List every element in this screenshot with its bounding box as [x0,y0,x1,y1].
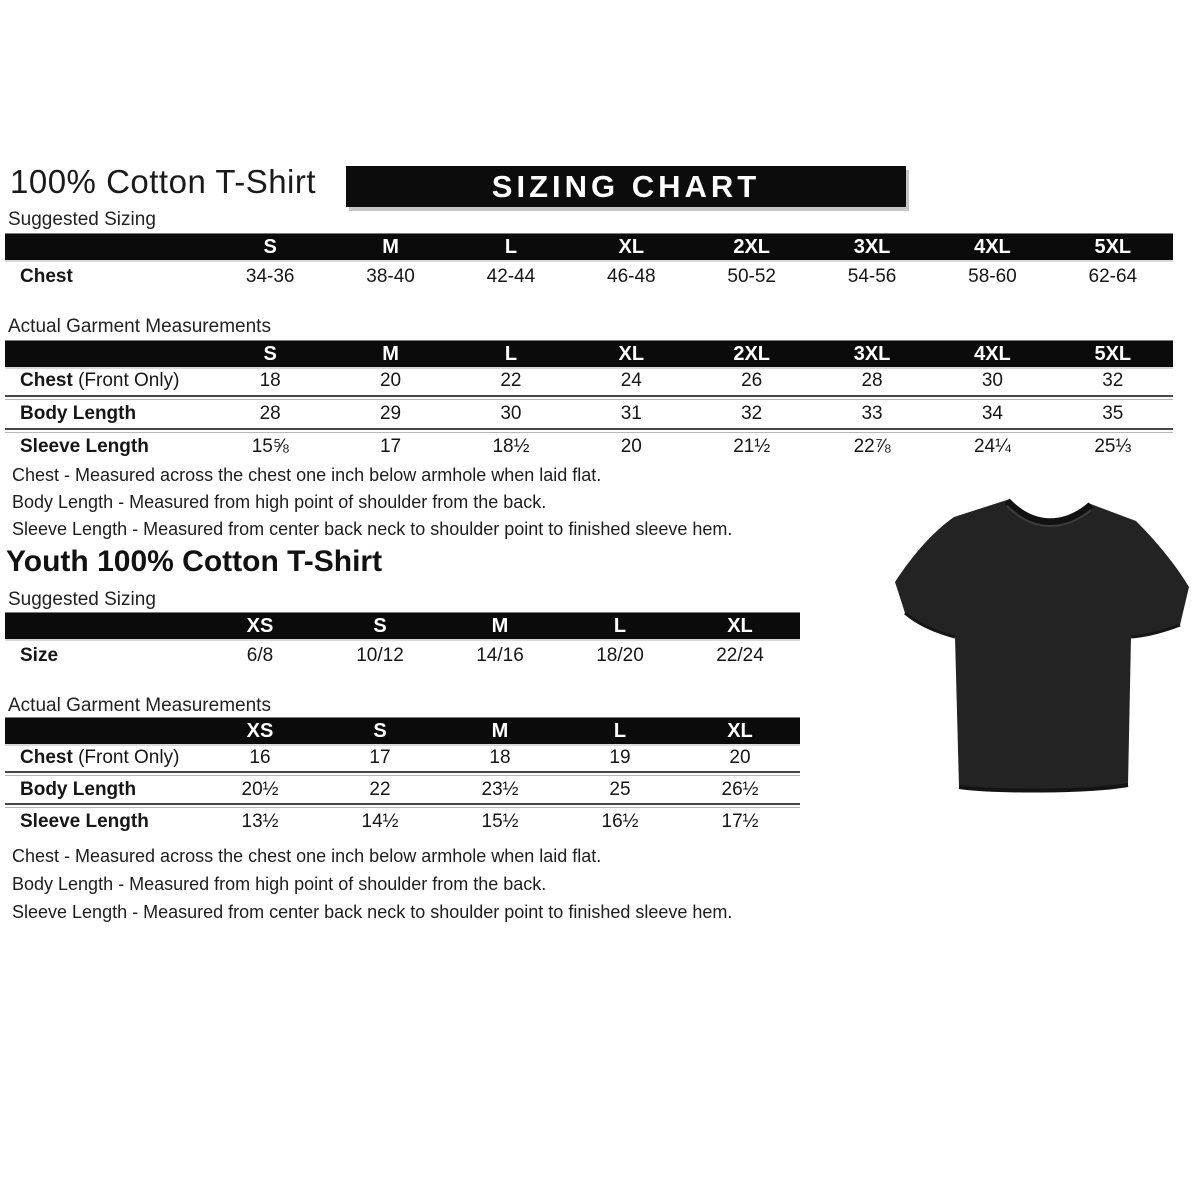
note-body-length: Body Length - Measured from high point of shoulder from the back. [12,492,547,512]
youth-actual-measurements-label: Actual Garment Measurements [8,695,271,716]
note-sleeve-length: Sleeve Length - Measured from center back neck to shoulder point to finished sleeve hem. [12,902,733,922]
cell: 22 [500,370,522,391]
table-row-chest [5,260,1173,293]
row-label: Chest [20,265,73,287]
table-row-sleeve-length [5,808,800,835]
cell: 23½ [481,778,519,800]
row-label: Sleeve Length [20,436,149,457]
col-header: M [491,719,509,742]
col-header: 4XL [974,342,1011,365]
cell: 38-40 [366,265,415,287]
row-label-suffix: (Front Only) [72,370,180,391]
col-header: S [373,614,387,637]
col-header: L [613,719,627,742]
cell: 6/8 [246,644,274,666]
cell: 17 [369,746,391,768]
col-header: XL [727,719,753,742]
cell: 28 [861,370,883,391]
cell: 25⅓ [1094,436,1132,457]
cell: 30 [981,370,1003,391]
cell: 32 [741,403,763,424]
row-label: Size [20,644,59,666]
youth-suggested-sizing-label: Suggested Sizing [8,589,156,610]
cell: 62-64 [1088,265,1138,287]
row-label-main: Chest [20,370,73,391]
cell: 17½ [721,810,759,832]
youth-suggested-sizing-table [5,612,800,672]
row-label-suffix: (Front Only) [72,746,180,768]
cell: 26 [741,370,763,391]
cell: 21½ [733,436,771,457]
table-row-size [5,639,800,672]
col-header: 3XL [853,342,891,365]
row-label: Body Length [20,778,137,800]
row-label [5,370,210,392]
adult-actual-measurements-label: Actual Garment Measurements [8,316,271,337]
cell: 42-44 [486,265,536,287]
col-header: 3XL [853,235,891,258]
col-header: S [373,719,387,742]
cell: 15½ [481,810,519,832]
col-header: S [263,235,277,258]
row-label [5,747,200,769]
cell: 14½ [361,810,399,832]
youth-actual-header-row [5,717,800,744]
cell: 15⅝ [251,436,289,457]
cell: 25 [609,778,631,800]
row-label-main: Chest [20,746,73,768]
col-header: M [382,342,399,365]
cell: 17 [379,436,402,457]
row-label: Body Length [20,403,137,424]
col-header: M [382,235,399,258]
col-header: 2XL [733,235,771,258]
page-title: 100% Cotton T-Shirt [10,163,317,200]
cell: 20½ [241,778,279,800]
adult-suggested-sizing-table [5,233,1173,293]
table-row-chest [5,744,800,771]
table-row-sleeve-length [5,433,1173,461]
col-header: 2XL [733,342,771,365]
youth-measurement-notes [12,842,732,926]
cell: 58-60 [968,265,1017,287]
cell: 32 [1102,370,1124,391]
cell: 33 [861,403,883,424]
youth-actual-measurements-table [5,717,800,835]
table-row-chest [5,367,1173,395]
cell: 20 [620,436,642,457]
cell: 29 [379,403,402,424]
col-header: 5XL [1094,235,1132,258]
cell: 35 [1102,403,1124,424]
col-header: 5XL [1094,342,1132,365]
col-header: L [504,342,518,365]
adult-suggested-sizing-label: Suggested Sizing [8,209,156,230]
cell: 22/24 [716,644,764,666]
table-row-body-length [5,400,1173,428]
adult-suggested-header-row [5,233,1173,260]
cell: 20 [379,370,402,391]
cell: 54-56 [847,265,897,287]
col-header: L [504,235,518,258]
note-sleeve-length: Sleeve Length - Measured from center back neck to shoulder point to finished sleeve hem. [12,519,733,539]
tshirt-body-shape [895,499,1189,791]
youth-suggested-header-row [5,612,800,639]
cell: 18/20 [596,644,644,666]
cell: 50-52 [727,265,776,287]
cell: 26½ [721,778,759,800]
col-header: XL [618,342,645,365]
cell: 19 [609,746,631,768]
cell: 16½ [601,810,639,832]
note-body-length: Body Length - Measured from high point of shoulder from the back. [12,874,547,894]
adult-measurement-notes [12,462,732,543]
row-label: Sleeve Length [20,810,149,832]
cell: 14/16 [476,644,524,666]
cell: 28 [259,403,281,424]
cell: 22⅞ [853,436,891,457]
cell: 24¼ [973,436,1011,457]
sizing-chart-banner: SIZING CHART [346,166,906,207]
cell: 18 [489,746,511,768]
cell: 24 [620,370,642,391]
col-header: 4XL [974,235,1011,258]
note-chest: Chest - Measured across the chest one inch below armhole when laid flat. [12,465,602,485]
cell: 18½ [492,436,530,457]
cell: 46-48 [607,265,656,287]
table-row-body-length [5,776,800,803]
cell: 10/12 [356,644,404,666]
cell: 34 [981,403,1003,424]
adult-actual-header-row [5,340,1173,367]
cell: 30 [500,403,522,424]
col-header: XL [618,235,645,258]
col-header: S [263,342,277,365]
col-header: M [491,614,509,637]
cell: 16 [249,746,271,768]
cell: 13½ [241,810,279,832]
col-header: XS [246,719,274,742]
black-tshirt-image [892,479,1194,803]
col-header: XL [727,614,753,637]
cell: 34-36 [245,265,295,287]
note-chest: Chest - Measured across the chest one inch below armhole when laid flat. [12,846,602,866]
cell: 20 [729,746,751,768]
cell: 22 [369,778,391,800]
youth-section-title: Youth 100% Cotton T-Shirt [6,545,383,578]
cell: 18 [259,370,281,391]
col-header: L [613,614,627,637]
col-header: XS [246,614,274,637]
cell: 31 [620,403,642,424]
adult-actual-measurements-table [5,340,1173,461]
